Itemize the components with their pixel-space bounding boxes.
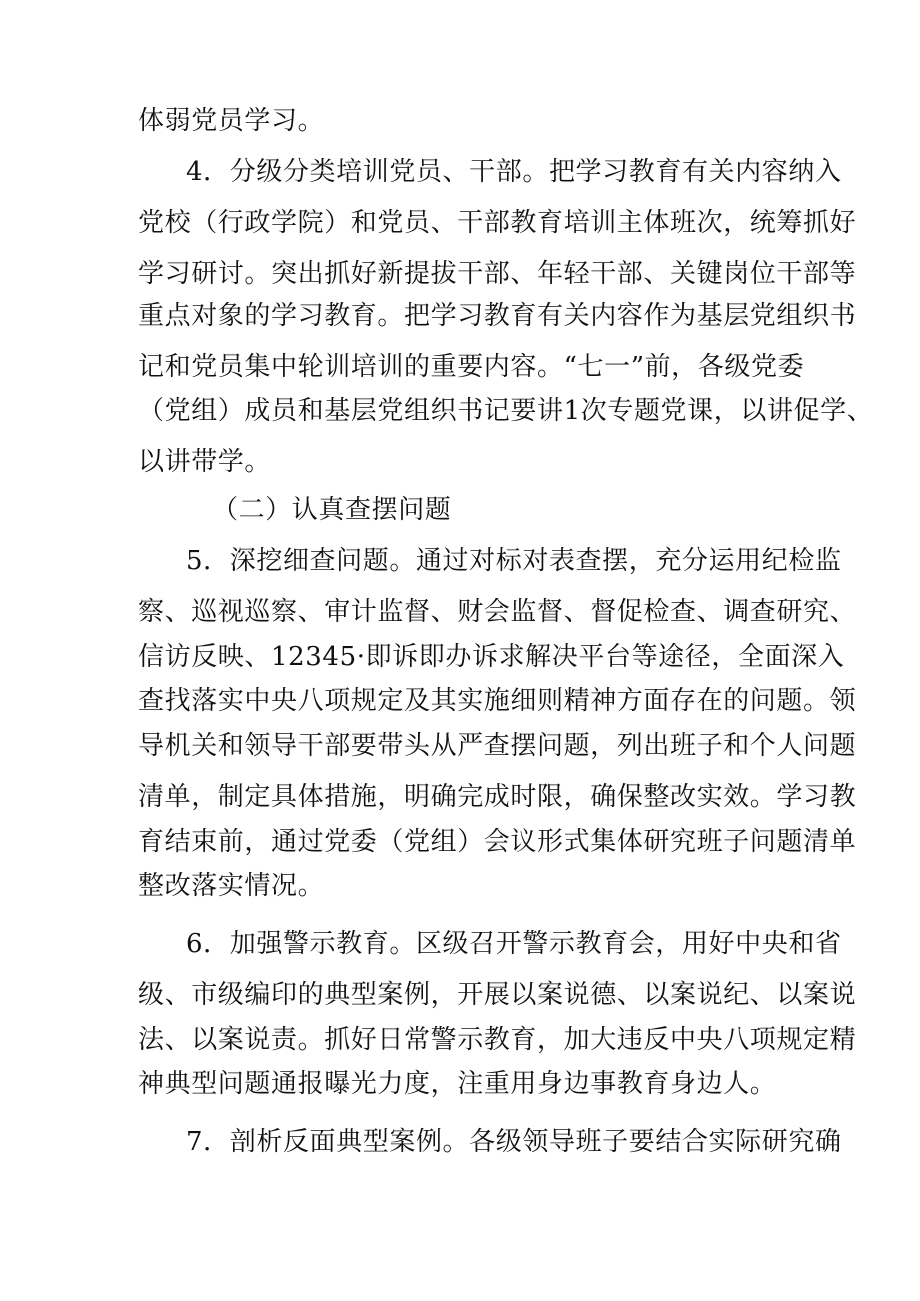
text-line: 神典型问题通报曝光力度，注重用身边事教育身边人。 — [138, 1069, 777, 1099]
text-line: 级、市级编印的典型案例，开展以案说德、以案说纪、以案说 — [138, 980, 857, 1010]
text-line: 6．加强警示教育。区级召开警示教育会，用好中央和省 — [186, 929, 842, 959]
text-line: 清单，制定具体措施，明确完成时限，确保整改实效。学习教 — [138, 782, 857, 812]
text-line: 法、以案说责。抓好日常警示教育，加大违反中央八项规定精 — [138, 1025, 857, 1055]
text-line: 以讲带学。 — [138, 447, 272, 477]
text-line: 体弱党员学习。 — [138, 106, 325, 136]
text-line: 查找落实中央八项规定及其实施细则精神方面存在的问题。领 — [138, 686, 857, 716]
text-line: 7．剖析反面典型案例。各级领导班子要结合实际研究确 — [186, 1127, 842, 1157]
text-line: 党校（行政学院）和党员、干部教育培训主体班次，统筹抓好 — [138, 208, 857, 238]
text-line: 记和党员集中轮训培训的重要内容。“七一”前，各级党委 — [138, 352, 805, 382]
text-line: 5．深挖细查问题。通过对标对表查摆，充分运用纪检监 — [186, 546, 842, 576]
text-line: 育结束前，通过党委（党组）会议形式集体研究班子问题清单 — [138, 827, 857, 857]
text-line: 察、巡视巡察、审计监督、财会监督、督促检查、调查研究、 — [138, 597, 857, 627]
text-line: 学习研讨。突出抓好新提拔干部、年轻干部、关键岗位干部等 — [138, 259, 857, 289]
text-line: 重点对象的学习教育。把学习教育有关内容作为基层党组织书 — [138, 301, 857, 331]
text-line: 整改落实情况。 — [138, 871, 325, 901]
text-line: （党组）成员和基层党组织书记要讲1次专题党课，以讲促学、 — [138, 396, 874, 426]
section-heading: （二）认真查摆问题 — [212, 495, 452, 525]
text-line: 信访反映、12345·即诉即办诉求解决平台等途径，全面深入 — [138, 642, 845, 672]
text-line: 4．分级分类培训党员、干部。把学习教育有关内容纳入 — [186, 157, 842, 187]
text-line: 导机关和领导干部要带头从严查摆问题，列出班子和个人问题 — [138, 731, 857, 761]
